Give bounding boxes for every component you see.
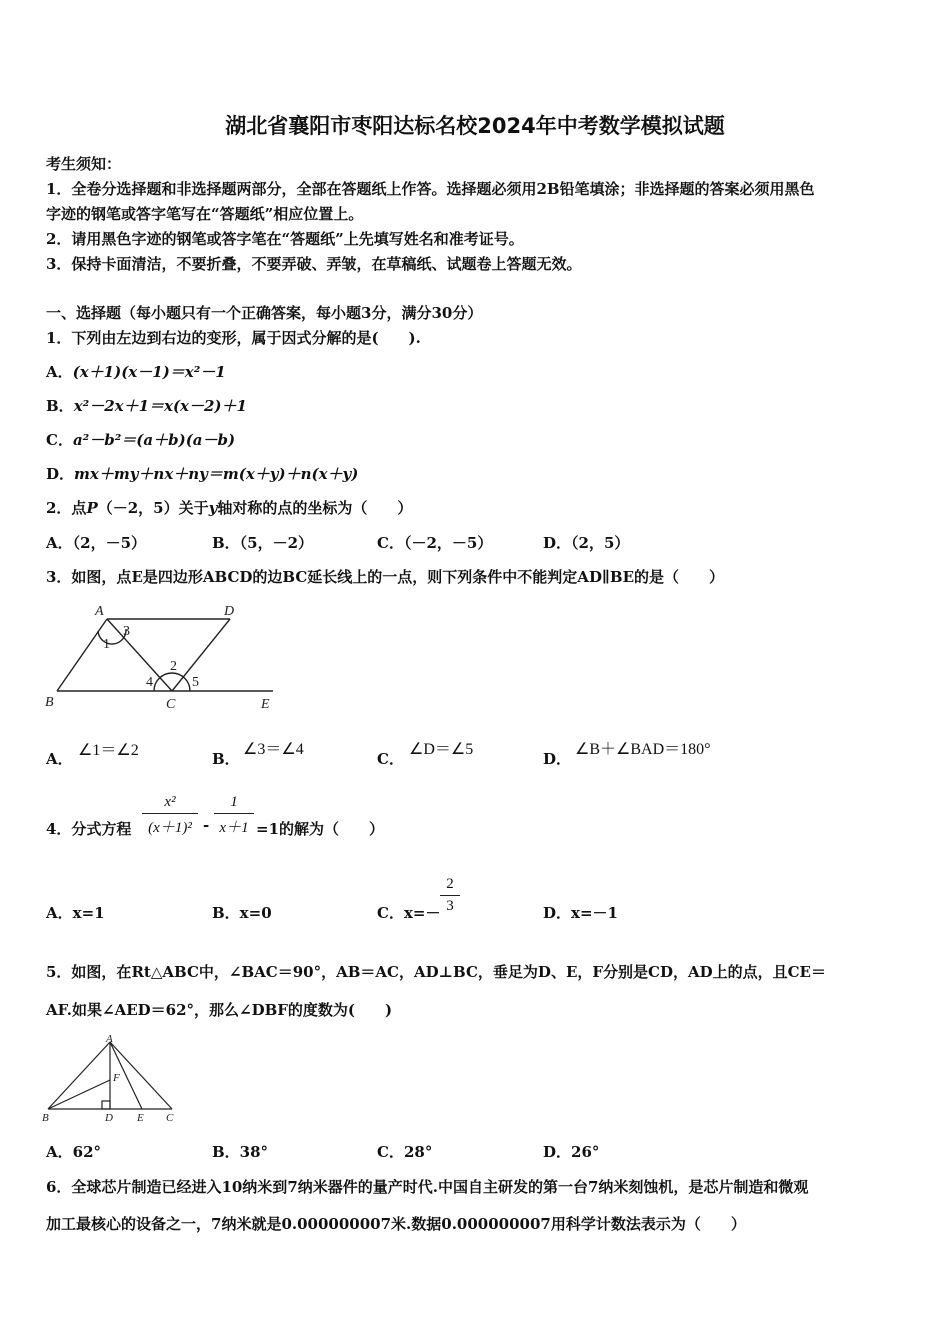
q5-option-c: C．28°	[377, 1143, 433, 1161]
q1-option-d	[46, 463, 358, 484]
q5-option-a: A．62°	[46, 1143, 102, 1161]
label-b: B	[45, 695, 54, 710]
label-e: E	[137, 1112, 144, 1124]
label-d: D	[105, 1112, 113, 1124]
right-angle-mark	[102, 1101, 110, 1109]
line-ac	[107, 619, 172, 691]
q3-option-b-text: ∠3＝∠4	[243, 741, 304, 758]
notice-item: 1．全卷分选择题和非选择题两部分，全部在答题纸上作答。选择题必须用2B铅笔填涂；非选择题的答案必须用黑色	[46, 180, 815, 198]
line-bf	[48, 1080, 110, 1109]
label-a: A	[95, 604, 104, 619]
q3-stem: 3．如图，点E是四边形ABCD的边BC延长线上的一点，则下列条件中不能判定AD∥BE的是（ ）	[46, 568, 725, 586]
label-b: B	[42, 1112, 49, 1124]
q4-option-c-fraction	[440, 876, 460, 915]
q3-figure	[40, 598, 285, 716]
line-ba	[57, 619, 107, 691]
label-c: C	[166, 697, 176, 712]
fraction-denominator: 3	[446, 898, 454, 914]
stem-text: 2．点	[46, 499, 87, 517]
stem-text: （－2，5）关于	[97, 499, 209, 517]
q3-option-a-text: ∠1＝∠2	[78, 742, 139, 759]
label-angle-4: 4	[146, 675, 153, 690]
q4-fraction-1	[142, 794, 198, 837]
fraction-bar	[214, 813, 254, 814]
label-d: D	[224, 604, 235, 619]
notice-item: 2．请用黑色字迹的钢笔或答字笔在“答题纸”上先填写姓名和准考证号。	[46, 230, 524, 248]
option-label: B．	[46, 397, 74, 415]
q5-stem-line2: AF.如果∠AED＝62°，那么∠DBF的度数为( )	[46, 1001, 393, 1019]
stem-var: P	[86, 499, 98, 517]
label-angle-5: 5	[192, 675, 199, 690]
q6-stem-line1: 6．全球芯片制造已经进入10纳米到7纳米器件的量产时代.中国自主研发的第一台7纳米刻蚀机，是芯片制造和微观	[46, 1178, 809, 1196]
label-c: C	[166, 1112, 174, 1124]
section-heading: 一、选择题（每小题只有一个正确答案，每小题3分，满分30分）	[46, 304, 483, 322]
q3-option-d-text: ∠B＋∠BAD＝180°	[575, 741, 711, 758]
q4-option-c: C．x=－	[377, 904, 441, 922]
q1-stem: 1．下列由左边到右边的变形，属于因式分解的是( ).	[46, 329, 421, 347]
line-dc	[172, 619, 230, 691]
q1-option-c	[46, 429, 235, 450]
fraction-bar	[142, 813, 198, 814]
option-label: C．	[46, 431, 73, 449]
fraction-numerator: 2	[446, 876, 454, 892]
q6-stem-line2: 加工最核心的设备之一，7纳米就是0.000000007米.数据0.000000007用科学计数法表示为（ ）	[46, 1215, 746, 1233]
q3-option-a-label: A．	[46, 750, 73, 768]
label-angle-2: 2	[170, 659, 177, 674]
label-e: E	[261, 697, 270, 712]
notice-item: 字迹的钢笔或答字笔写在“答题纸”相应位置上。	[46, 205, 364, 223]
q5-stem-line1: 5．如图，在Rt△ABC中，∠BAC＝90°，AB＝AC，AD⊥BC，垂足为D、E，F分别是CD，AD上的点，且CE＝	[46, 963, 826, 981]
notice-item: 3．保持卡面清洁，不要折叠，不要弄破、弄皱，在草稿纸、试题卷上答题无效。	[46, 255, 582, 273]
label-angle-3: 3	[123, 624, 130, 639]
q4-stem-prefix: 4．分式方程	[46, 820, 132, 838]
stem-text: 轴对称的点的坐标为（ ）	[217, 499, 413, 517]
q2-stem	[46, 497, 412, 518]
stem-var: y	[208, 499, 218, 517]
label-angle-1: 1	[103, 637, 110, 652]
fraction-bar	[440, 895, 460, 896]
label-f: F	[113, 1072, 120, 1084]
fraction-numerator: x²	[164, 794, 176, 810]
q5-figure	[40, 1034, 185, 1126]
q4-option-d: D．x=－1	[543, 904, 618, 922]
q1-option-a	[46, 361, 226, 382]
q5-option-d: D．26°	[543, 1143, 600, 1161]
q2-option-d: D．（2，5）	[543, 534, 630, 552]
q3-option-c-label: C．	[377, 750, 404, 768]
option-text: a²－b²＝(a＋b)(a－b)	[72, 431, 236, 449]
q4-stem-suffix: =1的解为（ ）	[256, 820, 385, 838]
q2-option-b: B．（5，－2）	[212, 534, 314, 552]
q4-option-a: A．x=1	[46, 904, 105, 922]
option-text: x²－2x＋1＝x(x－2)＋1	[73, 397, 247, 415]
q3-option-d-label: D．	[543, 750, 572, 768]
option-label: A．	[46, 363, 73, 381]
line-ab	[48, 1042, 110, 1109]
fraction-numerator: 1	[230, 794, 238, 810]
q5-option-b: B．38°	[212, 1143, 269, 1161]
q2-option-a: A．（2，－5）	[46, 534, 147, 552]
q4-minus: -	[203, 816, 210, 834]
q1-option-b	[46, 395, 247, 416]
fraction-denominator: (x＋1)²	[148, 820, 192, 836]
option-text: (x＋1)(x－1)＝x²－1	[72, 363, 226, 381]
label-a: A	[106, 1034, 113, 1045]
page-title: 湖北省襄阳市枣阳达标名校2024年中考数学模拟试题	[225, 114, 725, 138]
q3-option-b-label: B．	[212, 750, 240, 768]
notice-heading: 考生须知：	[46, 155, 122, 173]
fraction-denominator: x＋1	[219, 820, 249, 836]
option-text: mx＋my＋nx＋ny＝m(x＋y)＋n(x＋y)	[74, 465, 359, 483]
q3-option-c-text: ∠D＝∠5	[409, 741, 474, 758]
q4-option-b: B．x=0	[212, 904, 272, 922]
option-label: D．	[46, 465, 75, 483]
q4-fraction-2	[214, 794, 254, 837]
q2-option-c: C．（－2，－5）	[377, 534, 493, 552]
